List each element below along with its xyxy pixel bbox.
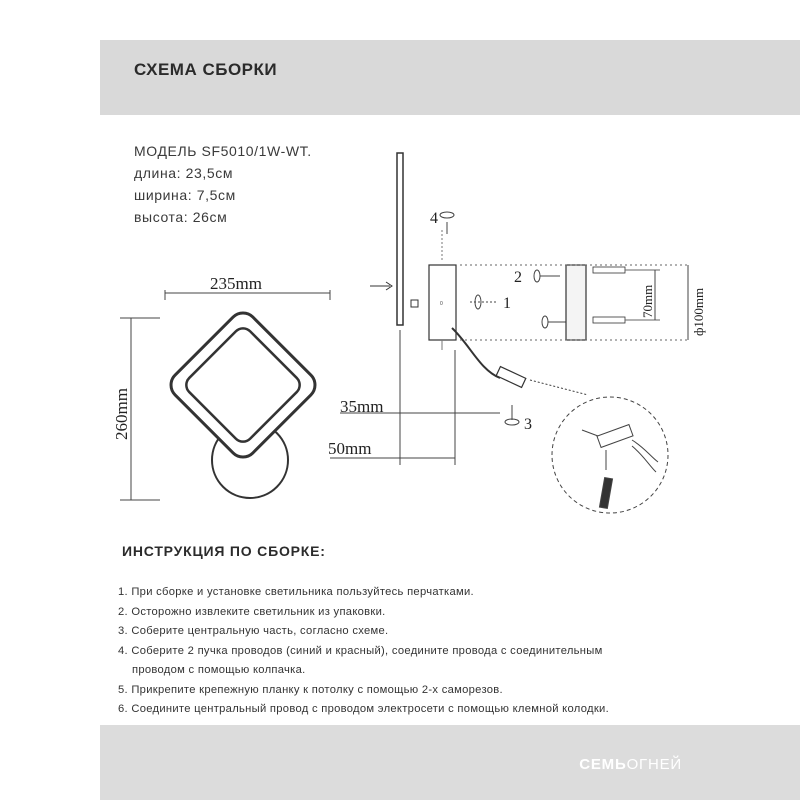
footer-band xyxy=(100,725,800,800)
wiring-detail xyxy=(530,380,668,513)
brand-bold: СЕМЬ xyxy=(579,756,627,773)
brand-light: ОГНЕЙ xyxy=(626,756,682,773)
spec-height: высота: 26см xyxy=(134,209,228,225)
instruction-step: 2. Осторожно извлеките светильник из упаковки. xyxy=(118,605,386,618)
instruction-step: 5. Прикрепите крепежную планку к потолку с помощью 2-х саморезов. xyxy=(118,683,503,696)
dim-height-label: 260mm xyxy=(112,388,131,440)
brand-logo xyxy=(579,756,682,773)
step-icons xyxy=(440,212,568,425)
lamp-front-view xyxy=(165,307,321,498)
instruction-step: 3. Соберите центральную часть, согласно схеме. xyxy=(118,625,389,637)
knob-label: 0 xyxy=(440,301,443,307)
spec-model: МОДЕЛЬ SF5010/1W-WT. xyxy=(134,143,312,159)
instructions-title: ИНСТРУКЦИЯ ПО СБОРКЕ: xyxy=(122,543,326,559)
dim-plate-label: 70mm xyxy=(640,284,655,318)
instructions-list xyxy=(118,583,708,720)
dim-diameter-label: ф100mm xyxy=(691,287,706,336)
step-label-3: 3 xyxy=(524,416,532,433)
dim-width-label: 235mm xyxy=(210,274,262,293)
step-label-1: 1 xyxy=(503,295,511,312)
instruction-step-continued: проводом с помощью колпачка. xyxy=(132,664,306,676)
instruction-step: 6. Соедините центральный провод с проводом электросети с помощью клемной колодки. xyxy=(118,703,609,715)
spec-width: ширина: 7,5см xyxy=(134,187,236,203)
dim-depth-inner-label: 35mm xyxy=(340,397,384,416)
page-title: СХЕМА СБОРКИ xyxy=(134,60,278,79)
spec-length: длина: 23,5см xyxy=(134,165,234,181)
step-label-2: 2 xyxy=(514,269,522,286)
dim-depth-outer-label: 50mm xyxy=(328,439,372,458)
instruction-step: 1. При сборке и установке светильника пользуйтесь перчатками. xyxy=(118,586,474,598)
step-label-4: 4 xyxy=(430,210,438,227)
instruction-step: 4. Соберите 2 пучка проводов (синий и красный), соедините провода с соединительным xyxy=(118,644,603,657)
lamp-side-view xyxy=(330,153,526,465)
